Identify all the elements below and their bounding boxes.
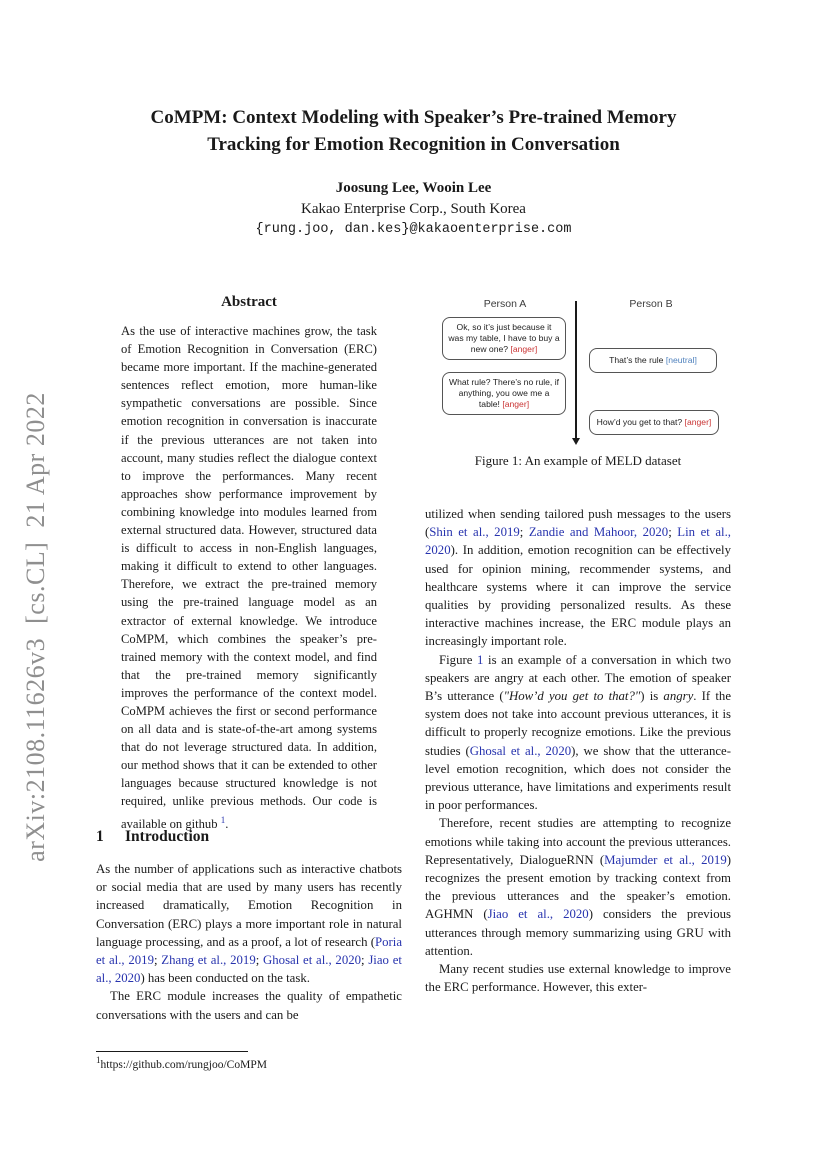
text-segment: "How’d you get to that?" — [503, 689, 641, 704]
text-segment: . If the system does not take into account previous utterances, it is difficult to properly recognize emotions. Like the previous studies ( — [425, 689, 731, 758]
bubble-text: Ok, so it’s just because it was my table, I have to buy a new one? — [448, 322, 560, 354]
paper-header — [0, 104, 827, 237]
text-segment: The ERC module increases the quality of empathetic conversations with the users and can be — [96, 989, 402, 1022]
text-segment: ; — [361, 953, 369, 968]
paragraph — [425, 505, 731, 651]
footnote-marker: 1 — [96, 1055, 101, 1065]
citation-link[interactable]: Ghosal et al., 2020 — [263, 953, 362, 968]
emotion-tag: [anger] — [510, 344, 538, 354]
timeline-arrow — [575, 301, 577, 440]
text-segment: ; — [255, 953, 264, 968]
bubble-text: How’d you get to that? — [596, 417, 685, 427]
right-column — [425, 290, 731, 1150]
speech-bubble-a2 — [442, 372, 566, 415]
right-column-body — [425, 505, 731, 996]
speech-bubble-b2 — [589, 410, 719, 435]
citation-link[interactable]: Jiao et al., 2020 — [487, 907, 589, 922]
footnote-text — [96, 1055, 402, 1071]
left-column — [96, 290, 402, 1150]
abstract-heading: Abstract — [221, 294, 277, 310]
emotion-tag: [anger] — [684, 417, 712, 427]
citation-link[interactable]: Zandie and Mahoor, 2020 — [528, 525, 669, 540]
bubble-text: That’s the rule — [609, 355, 666, 365]
paper-title — [0, 104, 827, 158]
text-segment: ), we show that the utterance-level emotion recognition, which does not consider the previous utterance, have limitations and experiments result in poor performances. — [425, 743, 731, 813]
figure-1 — [425, 292, 731, 452]
person-a-label: Person A — [483, 298, 527, 310]
citation-link[interactable]: Shin et al., 2019 — [429, 525, 520, 540]
footnote-url[interactable]: https://github.com/rungjoo/CoMPM — [100, 1058, 267, 1071]
bubble-text: What rule? There’s no rule, if anything, you owe me a table! — [448, 377, 560, 409]
paper-title-line2: Tracking for Emotion Recognition in Conversation — [207, 134, 620, 155]
introduction-body — [96, 860, 402, 1024]
text-segment: ) is — [640, 689, 664, 704]
timeline-arrowhead-icon — [572, 438, 580, 445]
text-segment: Many recent studies use external knowledge to improve the ERC performance. However, this exter- — [425, 962, 731, 995]
paragraph — [96, 987, 402, 1023]
text-segment: ; — [519, 525, 529, 540]
footnote — [96, 1051, 402, 1071]
text-segment: utilized when sending tailored push messages to the users ( — [425, 507, 731, 540]
arxiv-watermark: arXiv:2108.11626v3 [cs.CL] 21 Apr 2022 — [21, 392, 50, 862]
citation-link[interactable]: 1 — [477, 652, 484, 667]
text-segment: is an example of a conversation in which two speakers are angry at each other. The emotion of speaker B’s utterance ( — [425, 652, 731, 704]
citation-link[interactable]: Majumder et al., 2019 — [604, 852, 727, 867]
citation-link[interactable]: Ghosal et al., 2020 — [469, 743, 572, 758]
text-segment: . — [225, 816, 229, 831]
affiliation: Kakao Enterprise Corp., South Korea — [301, 201, 526, 217]
paper-title-line1: CoMPM: Context Modeling with Speaker’s Pre-trained Memory — [150, 107, 677, 128]
text-segment: Figure — [439, 652, 478, 667]
speech-bubble-a1 — [442, 317, 566, 360]
text-segment: angry — [663, 689, 694, 704]
text-segment: As the use of interactive machines grow, the task of Emotion Recognition in Conversation (ERC) became more important. If the machine-generated sentences reflect emotion, more human-like sympathetic conversations are possible. Since emotion recognition in conversation is inaccurate if the previous utterances are not taken into account, many studies reflect the dialogue context to improve the performances. Many recent approaches show performance improvement by combining knowledge into modules learned from external structured data. However, structured data is difficult to access in non-English languages, making it difficult to extend to other languages. Therefore, we extract the pre-trained memory using the pre-trained language model as an extractor of external knowledge. We introduce CoMPM, which combines the speaker’s pre-trained memory with the context model, and find that the pre-trained memory significantly improves the performance of the context model. CoMPM achieves the first or second performance on all data and is state-of-the-art among systems that do not leverage structured data. In addition, our method shows that it can be extended to other languages because structured knowledge is not required, unlike previous methods. Our code is available on github — [121, 324, 377, 831]
paragraph — [425, 814, 731, 960]
figure-1-caption: Figure 1: An example of MELD dataset — [474, 453, 682, 468]
section-number: 1 — [96, 828, 104, 845]
text-segment: ) recognizes the present emotion by tracking context from the previous utterances and the speaker’s emotion. AGHMN ( — [425, 852, 731, 922]
abstract-body — [121, 322, 377, 833]
text-segment: As the number of applications such as interactive chatbots or social media that are used by many users has recently increased dramatically, Emotion Recognition in Conversation (ERC) plays a more important role in natural language processing, and as a proof, a lot of research ( — [96, 862, 402, 949]
citation-link[interactable]: Lin et al., 2020 — [425, 525, 731, 558]
text-segment: Therefore, recent studies are attempting to recognize emotions while taking into account the previous utterances. Representatively, DialogueRNN ( — [425, 816, 731, 867]
speech-bubble-b1 — [589, 348, 717, 373]
paragraph — [425, 651, 731, 815]
section-title: Introduction — [125, 828, 210, 845]
text-segment: ; — [153, 953, 162, 968]
citation-link[interactable]: Poria et al., 2019 — [96, 934, 402, 968]
citation-link[interactable]: Zhang et al., 2019 — [161, 953, 256, 968]
text-segment: ). In addition, emotion recognition can be effectively used for opinion mining, recommender systems, and healthcare systems where it can improve the service qualities by providing personalized results. As these interactive machines increase, the ERC module plays an increasingly important role. — [425, 543, 731, 649]
text-segment: ; — [668, 525, 678, 540]
emotion-tag: [neutral] — [665, 355, 697, 365]
footnote-rule — [96, 1051, 248, 1052]
citation-link[interactable]: Jiao et al., 2020 — [96, 953, 402, 986]
paragraph — [96, 860, 402, 987]
person-b-label: Person B — [629, 298, 673, 310]
authors: Joosung Lee, Wooin Lee — [335, 180, 492, 196]
text-segment: ) has been conducted on the task. — [140, 971, 310, 986]
emotion-tag: [anger] — [502, 399, 530, 409]
section-heading-introduction — [96, 828, 402, 846]
text-segment: ) considers the previous utterances through memory summarizing using GRU with attention. — [425, 907, 731, 958]
paragraph — [121, 322, 377, 833]
citation-link[interactable]: 1 — [220, 814, 226, 825]
email-address: {rung.joo, dan.kes}@kakaoenterprise.com — [255, 222, 572, 237]
paragraph — [425, 960, 731, 996]
